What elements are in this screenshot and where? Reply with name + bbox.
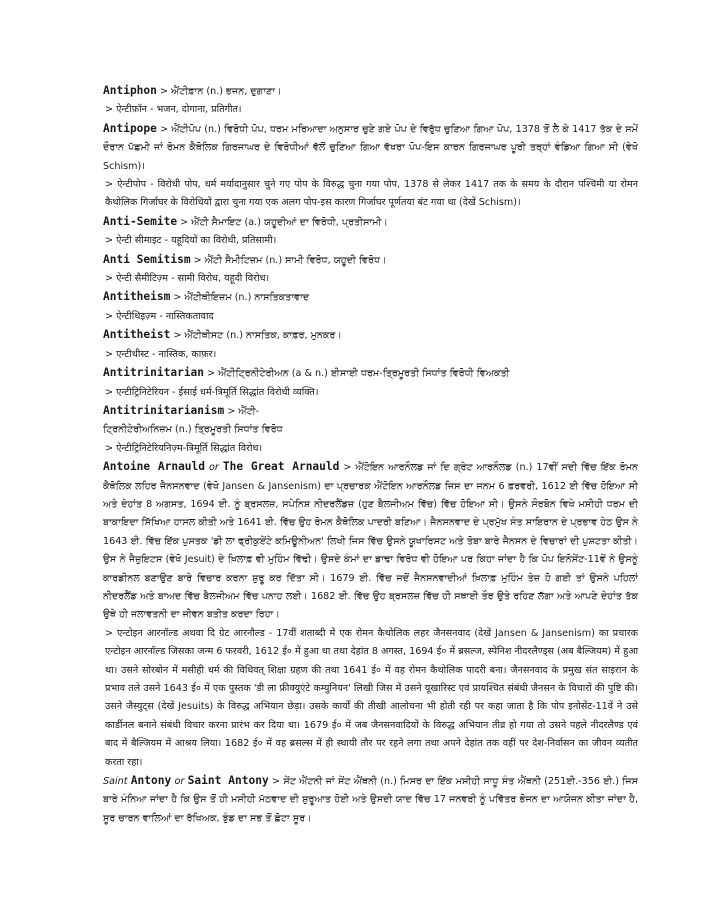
entry-antipope <box>103 120 638 213</box>
entry-antitrinitarian <box>103 364 638 402</box>
or-connector: or <box>174 776 185 788</box>
hindi-definition: > ऐन्टीट्रिनिटेरियनिज़्म-त्रिमूर्ति सिद्धांत विरोध। <box>105 442 263 454</box>
entry-antitheist <box>103 326 638 364</box>
entry-antoine-arnauld <box>103 458 638 772</box>
punjabi-definition: > ਐਂਟੀ- <box>227 405 260 417</box>
headword: Antitheism <box>103 290 171 304</box>
hindi-definition: > ऐन्टी सीमाइट - यहूदियों का विरोधी, प्रतिसामी। <box>105 235 277 247</box>
hindi-definition: > एन्टीथीस्ट - नास्तिक, काफ़र। <box>105 348 217 360</box>
punjabi-definition: > ਐਂਟੀ ਸੈਮਾਇਟ (a.) ਯਹੂਦੀਆਂ ਦਾ ਵਿਰੋਧੀ, ਪ੍ਰਤੀਸਾਮੀ। <box>180 216 388 228</box>
entry-anti-semite <box>103 213 638 251</box>
headword: Antony <box>130 774 172 788</box>
entry-saint-antony <box>103 772 638 828</box>
headword: Anti-Semite <box>103 214 178 228</box>
headword: Antitrinitarian <box>103 366 205 380</box>
headword: Antoine Arnauld <box>103 460 206 474</box>
headword: Antitheist <box>103 328 171 342</box>
entry-antitrinitarianism <box>103 402 638 458</box>
punjabi-definition: > ਐਂਟੀਥੀਇਜ਼ਮ (n.) ਨਾਸਤਿਕਤਾਵਾਦ <box>173 292 310 304</box>
headword-prefix: Saint <box>103 776 128 788</box>
punjabi-definition: > ਐਂਟੀਥੀਸਟ (n.) ਨਾਸਤਿਕ, ਕਾਫ਼ਰ, ਮੁਨਕਰ। <box>173 330 342 342</box>
punjabi-definition: > ਐਂਟੋਇਨ ਆਰਨੌਲਡ ਜਾਂ ਦਿ ਗ੍ਰੇਟ ਆਰਨੌਲਡ (n.) 17ਵੀਂ ਸਦੀ ਵਿੱਚ ਇੱਕ ਰੋਮਨ ਕੈਥੋਲਿਕ ਲਹਿਰ ਜੈਨਸਨਵਾਦ (ਵੇਖੋ Jansen & Jansenism) ਦਾ ਪ੍ਰਚਾਰਕ ਐਂਟੋਇਨ ਆਰਨੌਲਡ ਜਿਸ ਦਾ ਜਨਮ 6 ਫ਼ਰਵਰੀ, 1612 ਈ ਵਿੱਚ ਹੋਇਆ ਸੀ ਅਤੇ ਦੇਹਾਂਤ 8 ਅਗਸਤ, 1694 ਈ. ਨੂੰ ਬ੍ਰਸਲਜ਼, ਸਪੇਨਿਸ਼ ਨੀਦਰਲੈਂਡਜ਼ (ਹੁਣ ਬੈਲਜੀਅਮ ਵਿੱਚ) ਵਿੱਚ ਹੋਇਆ ਸੀ। ਉਸਨੇ ਸੌਰਬੋਨ ਵਿਖੇ ਮਸੀਹੀ ਧਰਮ ਦੀ ਬਾਕਾਇਦਾ ਸਿੱਖਿਆ ਹਾਸਲ ਕੀਤੀ ਅਤੇ 1641 ਈ. ਵਿੱਚ ਉਹ ਰੋਮਨ ਕੈਥੋਲਿਕ ਪਾਦਰੀ ਬਣਿਆ। ਜੈਨਸਨਵਾਦ ਦੇ ਪ੍ਰਮੁੱਖ ਸੰਤ ਸਾਇਰਾਨ ਦੇ ਪ੍ਰਭਾਵ ਹੇਠ ਉਸ ਨੇ 1643 ਈ. ਵਿੱਚ ਇੱਕ ਪੁਸਤਕ 'ਡੀ ਲਾ ਫ੍ਰੀਕੁਏਂਟੇ ਕਮਿਊਨੀਅਨ' ਲਿਖੀ ਜਿਸ ਵਿੱਚ ਉਸਨੇ ਯੂਖਾਰਿਸਟ ਅਤੇ ਤੋਬਾ ਬਾਰੇ ਜੈਨਸਨ ਦੇ ਵਿਚਾਰਾਂ ਦੀ ਪੁਸ਼ਟਤਾ ਕੀਤੀ। ਉਸ ਨੇ ਜੈਜ਼ੁਇਟਸ (ਵੇਖੋ Jesuit) ਦੇ ਖ਼ਿਲਾਫ਼ ਵੀ ਮੁਹਿੰਮ ਵਿੱਢੀ। ਉਸਦੇ ਕੰਮਾਂ ਦਾ ਡਾਢਾ ਵਿਰੋਧ ਵੀ ਹੋਇਆ ਪਰ ਕਿਹਾ ਜਾਂਦਾ ਹੈ ਕਿ ਪੋਪ ਇਨੋਸੇਂਟ-11ਵੇਂ ਨੇ ਉਸਨੂੰ ਕਾਰਡੀਨਲ ਬਣਾਉਣ ਬਾਰੇ ਵਿਚਾਰ ਕਰਨਾ ਸ਼ੁਰੂ ਕਰ ਦਿੱਤਾ ਸੀ। 1679 ਈ. ਵਿੱਚ ਜਦੋਂ ਜੈਨਸਨਵਾਦੀਆਂ ਖ਼ਿਲਾਫ਼ ਮੁਹਿੰਮ ਤੇਜ਼ ਹੋ ਗਈ ਤਾਂ ਉਸਨੇ ਪਹਿਲਾਂ ਨੀਦਰਲੈਂਡ ਅਤੇ ਬਾਅਦ ਵਿੱਚ ਬੈਲਜੀਅਮ ਵਿੱਚ ਪਨਾਹ ਲਈ। 1682 ਈ. ਵਿੱਚ ਉਹ ਬ੍ਰਸਲਜ਼ ਵਿੱਚ ਹੀ ਸਥਾਈ ਤੌਰ ਉਤੇ ਰਹਿਣ ਲੱਗਾ ਅਤੇ ਆਪਣੇ ਦੇਹਾਂਤ ਤੱਕ ਉਥੇ ਹੀ ਜਲਾਵਤਨੀ ਦਾ ਜੀਵਨ ਬਤੀਤ ਕਰਦਾ ਰਿਹਾ। <box>103 462 638 621</box>
headword-alt: The Great Arnauld <box>222 460 340 474</box>
headword: Anti Semitism <box>103 252 191 266</box>
hindi-definition: > ऐन्टीफ़ॉन - भजन, दोगाना, प्रतिगीत। <box>105 104 242 116</box>
entry-anti-semitism <box>103 251 638 289</box>
or-connector: or <box>209 462 219 474</box>
headword: Antipope <box>103 121 157 135</box>
punjabi-definition: > ਐਂਟੀ ਸੈਮੀਟਿਜ਼ਮ (n.) ਸਾਮੀ ਵਿਰੋਧ, ਯਹੂਦੀ ਵਿਰੋਧ। <box>193 254 387 266</box>
hindi-definition: > एन्टीट्रिनिटेरियन - ईसाई धर्म-त्रिमूर्ति सिद्धांत विरोधी व्यक्ति। <box>105 386 319 398</box>
punjabi-definition: > ਸੇਂਟ ਐਂਟਨੀ ਜਾਂ ਸੇਂਟ ਐਂਥਨੀ (n.) ਮਿਸਰ ਦਾ ਇੱਕ ਮਸੀਹੀ ਸਾਧੂ ਸੰਤ ਐਂਥਨੀ (251ਈ.-356 ਈ.) ਜਿਸ ਬਾਰੇ ਮੰਨਿਆ ਜਾਂਦਾ ਹੈ ਕਿ ਉਸ ਤੋਂ ਹੀ ਮਸੀਹੀ ਮੱਠਵਾਦ ਦੀ ਸ਼ੁਰੂਆਤ ਹੋਈ ਅਤੇ ਉਸਦੀ ਯਾਦ ਵਿੱਚ 17 ਜਨਵਰੀ ਨੂੰ ਪਵਿੱਤਰ ਭੋਜਨ ਦਾ ਆਯੋਜਨ ਕੀਤਾ ਜਾਂਦਾ ਹੈ, ਸੂਰ ਚਾਰਨ ਵਾਲਿਆਂ ਦਾ ਰੱਖਿਅਕ, ਝੁੰਡ ਦਾ ਸਭ ਤੋਂ ਛੋਟਾ ਸੂਰ। <box>103 776 638 824</box>
entry-antiphon <box>103 82 638 120</box>
headword: Antitrinitarianism <box>103 403 225 417</box>
punjabi-definition-cont: ਟ੍ਰਿਨੀਟੇਰੀਅਨਿਜ਼ਮ (n.) ਤ੍ਰਿਮੂਰਤੀ ਸਿਧਾਂਤ ਵਿਰੋਧ <box>103 424 283 436</box>
hindi-definition: > ऐन्टीपोप - विरोधी पोप, धर्म मर्यादानुसार चुने गए पोप के विरुद्ध चुना गया पोप, 1378 से लेकर 1417 तक के समय के दौरान पश्चिमी या रोमन कैथोलिक गिर्जाघर के विरोधियों द्वारा चुना गया एक अलग पोप-इस कारण गिर्जाघर पूर्णतया बंट गया था (देखें Schism)। <box>105 179 638 209</box>
headword: Antiphon <box>103 84 157 97</box>
punjabi-definition: > ਐਂਟੀਫ਼ਾਨ (n.) ਭਜਨ, ਦੁਗਾਣਾ। <box>159 86 282 97</box>
hindi-definition: > एन्टोइन आरनॉल्ड अथवा दि ग्रेट आरनौल्ड - 17वीं शताब्दी में एक रोमन कैथोलिक लहर जैनसनवाद (देखें Jansen & Jansenism) का प्रचारक एन्टोइन आरनॉल्ड जिसका जन्म 6 फरवरी, 1612 ई० में हुआ था तथा देहांत 8 अगस्त, 1694 ई० में ब्रसल्ज, स्पेनिश नीदरलैण्ड्स (अब बैल्जियम) में हुआ था। उसने सोरबोन में मसीही धर्म की विधिवत् शिक्षा ग्रहण की तथा 1641 ई० में वह रोमन कैथोलिक पादरी बना। जैनसनवाद के प्रमुख संत साइरान के प्रभाव तले उसने 1643 ई० में एक पुस्तक 'डी ला फ्रीक्युएंटे कम्युनियन' लिखी जिस में उसने यूखारिस्ट एवं प्रायश्चित संबंधी जैनसन के विचारों की पुष्टि की। उसने जैस्युट्स (देखें Jesuits) के विरुद्ध अभियान छेड़ा। उसके कार्यों की तीखी आलोचना भी होती रही पर कहा जाता है कि पोप इनोसेंट-11वें ने उसे कार्डीनल बनाने संबंधी विचार करना प्रारंभ कर दिया था। 1679 ई० में जब जैनसनवादियों के विरुद्ध अभियान तीव्र हो गया तो उसने पहले नीदरलैण्ड एवं बाद में बैल्जियम में आश्रय लिया। 1682 ई० में वह ब्रसल्स में ही स्थायी तौर पर रहने लगा तथा अपने देहांत तक वहीं पर देश-निर्वासन का जीवन व्यतीत करता रहा। <box>105 627 638 768</box>
entry-antitheism <box>103 288 638 326</box>
dictionary-page <box>103 82 638 828</box>
hindi-definition: > ऐन्टी सैमीटिज़्म - सामी विरोध, यहूदी विरोध। <box>105 273 270 285</box>
punjabi-definition: > ਐਂਟੀਟ੍ਰਿਨੀਟੇਰੀਅਨ (a & n.) ਈਸਾਈ ਧਰਮ-ਤ੍ਰਿਮੂਰਤੀ ਸਿਧਾਂਤ ਵਿਰੋਧੀ ਵਿਅਕਤੀ <box>207 368 510 380</box>
punjabi-definition: > ਐਂਟੀਪੋਪ (n.) ਵਿਰੋਧੀ ਪੋਪ, ਧਰਮ ਮਰਿਆਦਾ ਅਨੁਸਾਰ ਚੁਣੇ ਗਏ ਪੋਪ ਦੇ ਵਿਰੁੱਧ ਚੁਣਿਆ ਗਿਆ ਪੋਪ, 1378 ਤੋਂ ਲੈ ਕੇ 1417 ਤੱਕ ਦੇ ਸਮੇਂ ਦੌਰਾਨ ਪੱਛਮੀ ਜਾਂ ਰੋਮਨ ਕੈਥੋਲਿਕ ਗਿਰਜਾਘਰ ਦੇ ਵਿਰੋਧੀਆਂ ਵੱਲੋਂ ਚੁਣਿਆ ਗਿਆ ਵੱਖਰਾ ਪੋਪ-ਇਸ ਕਾਰਨ ਗਿਰਜਾਘਰ ਪੂਰੀ ਤਰ੍ਹਾਂ ਵੰਡਿਆ ਗਿਆ ਸੀ (ਵੇਖੋ Schism)। <box>103 123 638 172</box>
hindi-definition: > ऐन्टीथिइज़्म - नास्तिकतावाद <box>105 310 214 322</box>
headword-alt: Saint Antony <box>187 774 269 788</box>
